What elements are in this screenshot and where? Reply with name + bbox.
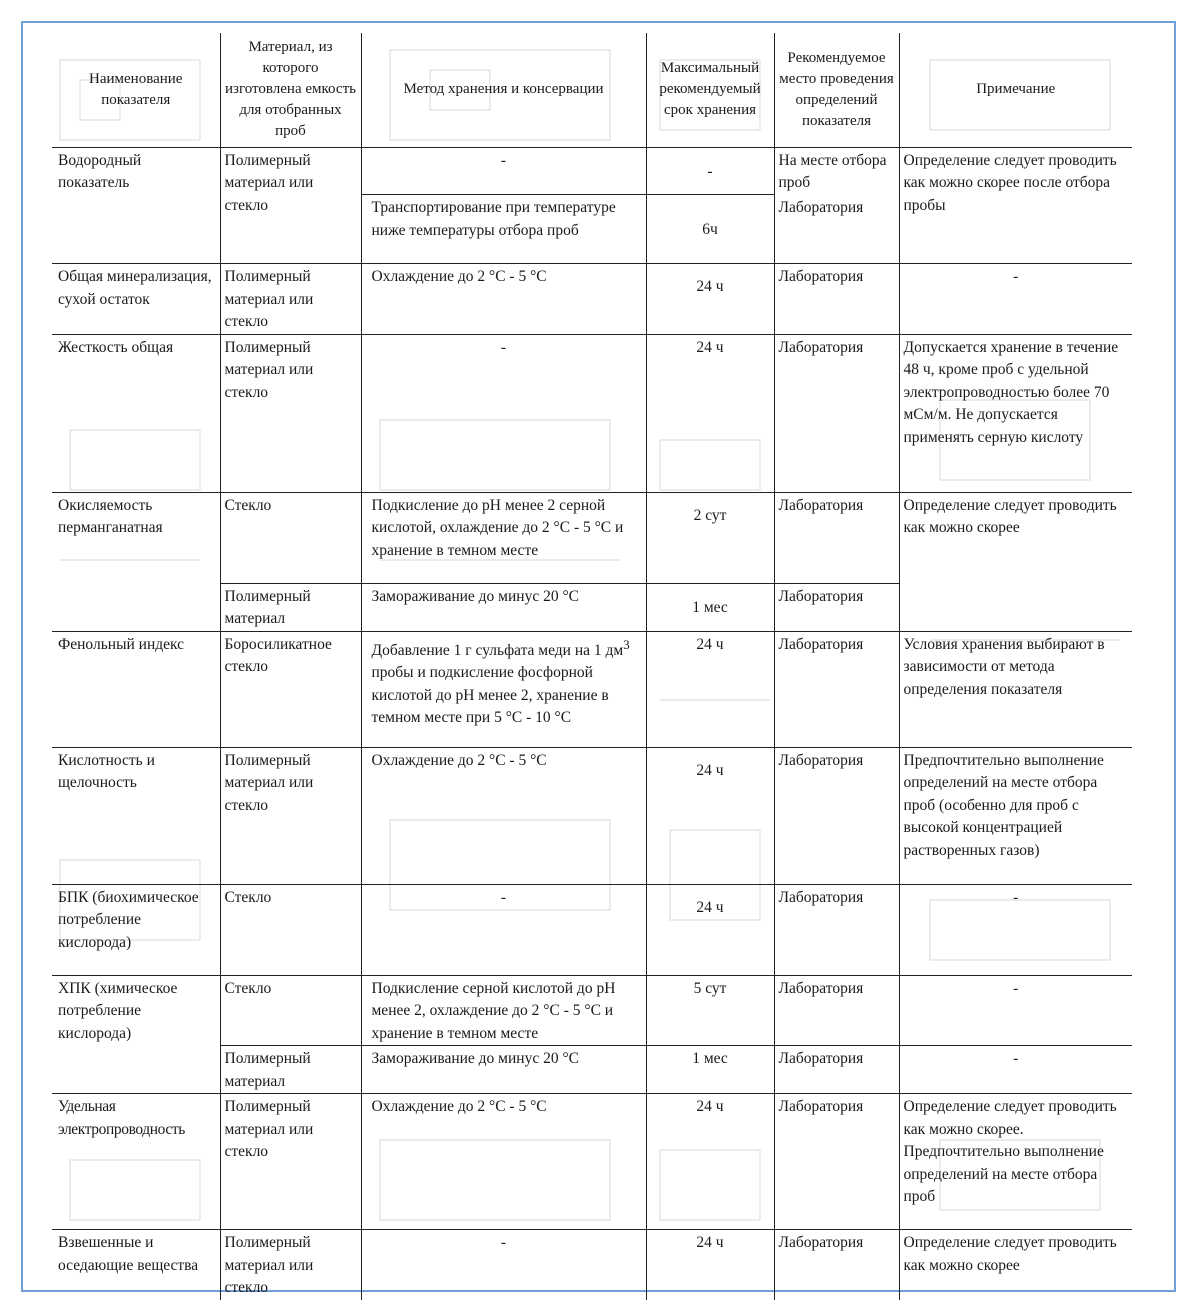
storage-conditions-table — [52, 33, 1132, 1300]
table-row: Общая минерализация, сухой остаток Полимерный материал или стекло Охлаждение до 2 °С - 5 °С 24 ч Лаборатория - — [52, 264, 1132, 335]
table-row: Водородный показатель Полимерный материал или стекло - - На месте отбора проб Определение следует проводить как можно скорее после отбора пробы — [52, 147, 1132, 195]
table-row: Взвешенные и оседающие вещества Полимерный материал или стекло - 24 ч Лаборатория Определение следует проводить как можно скорее — [52, 1230, 1132, 1300]
table-row: ХПК (химическое потребление кислорода) Стекло Подкисление серной кислотой до pH менее 2, охлаждение до 2 °С - 5 °С и хранение в темном месте 5 сут Лаборатория - — [52, 975, 1132, 1046]
table-row: Кислотность и щелочность Полимерный материал или стекло Охлаждение до 2 °С - 5 °С 24 ч Лаборатория Предпочтительно выполнение определений на месте отбора проб (особенно для проб с высокой концентрацией растворенных газов) — [52, 747, 1132, 884]
table-row: Фенольный индекс Боросиликатное стекло Добавление 1 г сульфата меди на 1 $дм^3$ пробы и подкисление фосфорной кислотой до pH менее 2, хранение в темном месте при 5 °С - 10 °С 24 ч Лаборатория Условия хранения выбирают в зависимости от метода определения показателя — [52, 631, 1132, 747]
header-term: Максимальный рекомендуемый срок хранения — [646, 33, 774, 147]
header-note: Примечание — [899, 33, 1132, 147]
table-row: Удельная электропроводность Полимерный материал или стекло Охлаждение до 2 °С - 5 °С 24 ч Лаборатория Определение следует проводить как можно скорее. Предпочтительно выполнение определений на месте отбора проб — [52, 1094, 1132, 1230]
table-row: Транспортирование при температуре ниже температуры отбора проб 6ч Лаборатория — [52, 195, 1132, 264]
header-method: Метод хранения и консервации — [361, 33, 646, 147]
table-row: Полимерный материал Замораживание до минус 20 °С 1 мес Лаборатория — [52, 583, 1132, 631]
header-material: Материал, из которого изготовлена емкость для отобранных проб — [220, 33, 361, 147]
header-indicator: Наименование показателя — [89, 70, 183, 108]
table-row: Окисляемость перманганатная Стекло Подкисление до pH менее 2 серной кислотой, охлаждение до 2 °С - 5 °С и хранение в темном месте 2 сут Лаборатория Определение следует проводить как можно скорее — [52, 492, 1132, 583]
table-row: Полимерный материал Замораживание до минус 20 °С 1 мес Лаборатория - — [52, 1046, 1132, 1094]
table-header-row — [52, 33, 1132, 147]
header-place: Рекомендуемое место проведения определений показателя — [774, 33, 899, 147]
table-row: Жесткость общая Полимерный материал или стекло - 24 ч Лаборатория Допускается хранение в течение 48 ч, кроме проб с удельной электропроводностью более 70 мСм/м. Не допускается применять серную кислоту — [52, 334, 1132, 492]
table-row: БПК (биохимическое потребление кислорода) Стекло - 24 ч Лаборатория - — [52, 884, 1132, 975]
